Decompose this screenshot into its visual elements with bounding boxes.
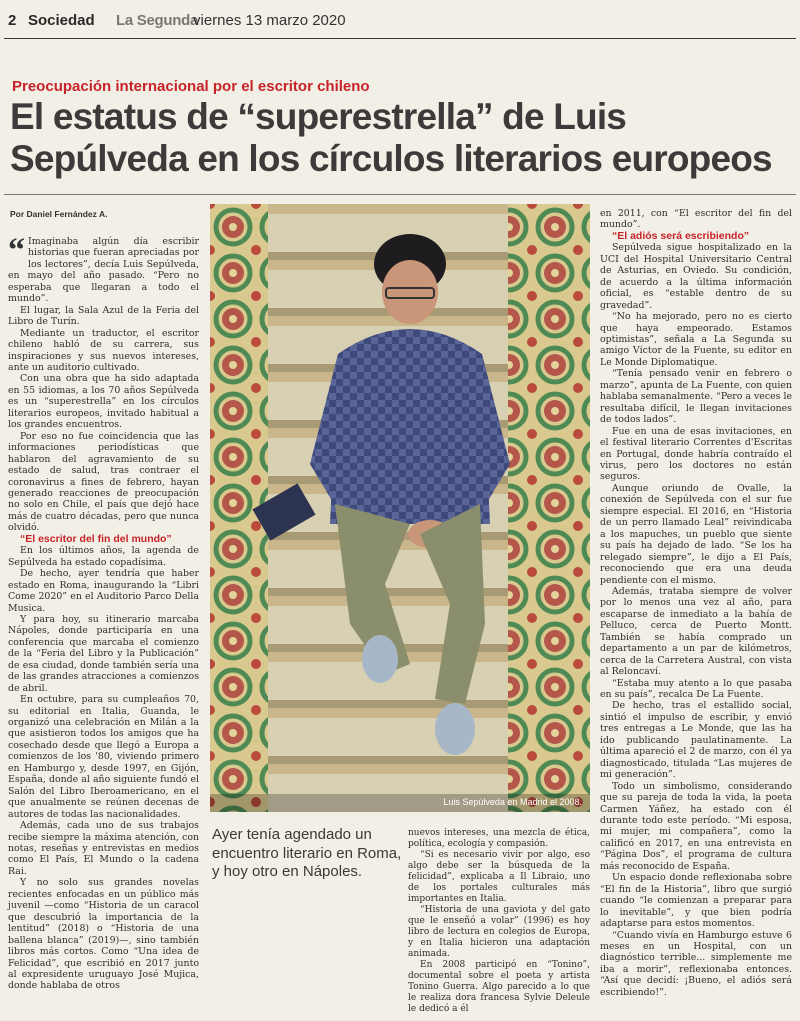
subheading: “El adiós será escribiendo” [612, 229, 750, 242]
section-name: Sociedad [28, 12, 95, 29]
pull-quote: Ayer tenía agendado un encuentro literario en Roma, y hoy otro en Nápoles. [212, 826, 402, 880]
paragraph: “Historia de una gaviota y del gato que le enseñó a volar” (1996) es hoy libro de lectura en colegios de Europa, y en Italia hicieron una adaptación animada. [408, 904, 590, 959]
headline-line-2: Sepúlveda en los círculos literarios europeos [10, 138, 772, 179]
paragraph: Y no solo sus grandes novelas recientes enfocadas en un público más juvenil —como “Historia de un caracol que descubrió la importancia de la lentitud” (2018) o “Historia de una ballena blanca” (2019)—, sino también libros más cortos. Como “Una idea de Felicidad”, que escribió en 2017 junto al expresidente uruguayo José Mujica, donde hablaba de otros [8, 877, 199, 992]
page-header [8, 12, 792, 40]
page-number: 2 [8, 12, 17, 29]
paragraph: En los últimos años, la agenda de Sepúlveda ha estado copadísima. [8, 545, 199, 568]
paragraph: El lugar, la Sala Azul de la Feria del Libro de Turín. [8, 304, 199, 328]
article-column-3 [408, 828, 590, 1015]
header-rule [4, 38, 796, 39]
issue-date: viernes 13 marzo 2020 [193, 12, 346, 29]
lead-text: Imaginaba algún día escribir historias que fueran apreciadas por los lectores”, decía Luis Sepúlveda, en mayo del año pasado. “Pero no esperaba que llegaran a todo el mundo”. [8, 236, 199, 305]
paragraph: Fue en una de esas invitaciones, en el festival literario Correntes d'Escritas en Portugal, donde habría contraído el virus, pero los doctores no están seguros. [600, 425, 792, 483]
paragraph: De hecho, ayer tendría que haber estado en Roma, inaugurando la “Libri Come 2020” en el Auditorio Parco Della Musica. [8, 568, 199, 614]
paragraph: De hecho, tras el estallido social, sintió el impulso de escribir, y envió tres entregas a Le Monde, que las ha ido publicando paulatinamente. La última apareció el 2 de marzo, con él ya diagnosticado, titulada “Las mujeres de mi generación”. [600, 700, 792, 781]
paragraph: “No ha mejorado, pero no es cierto que haya empeorado. Estamos optimistas”, señala a La Segunda su amigo Víctor de la Fuente, su editor en Le Monde Diplomatique. [600, 311, 792, 368]
paragraph: “Tenía pensado venir en febrero o marzo”, apunta de La Fuente, con quien hablaba semanalmente. “Pero a veces le resultaba difícil, le llegan invitaciones de todos lados”. [600, 368, 792, 426]
paragraph: Mediante un traductor, el escritor chileno habló de su carrera, sus inspiraciones y sus nuevos intereses, ante un auditorio cultivado. [8, 327, 199, 373]
article-column-1 [8, 232, 199, 992]
paragraph: nuevos intereses, una mezcla de ética, política, ecología y compasión. [408, 828, 590, 849]
paragraph: Por eso no fue coincidencia que las informaciones periodísticas que hablaron del agravamiento de su estado de salud, tras contraer el coronavirus a fines de febrero, hayan generado reacciones de preocupación no solo en Chile, el país que dejó hace más de cuatro décadas, pero que nunca olvidó. [8, 430, 199, 534]
subheading: “El escritor del fin del mundo” [20, 532, 172, 545]
lead-paragraph [8, 232, 199, 305]
byline: Por Daniel Fernández A. [10, 209, 108, 219]
photo-caption: Luis Sepúlveda en Madrid el 2008. [443, 797, 582, 807]
newspaper-name: La Segunda [116, 12, 199, 29]
article-headline [10, 96, 790, 180]
quote-mark-icon: “ [8, 232, 25, 269]
paragraph: “Si es necesario vivir por algo, eso algo debe ser la búsqueda de la felicidad”, explicaba a Il Libraio, uno de los portales culturales más importantes en Italia. [408, 849, 590, 904]
paragraph: Y para hoy, su itinerario marcaba Nápoles, donde participaría en una conferencia que marcaba el comienzo de la “Feria del Libro y la Publicación” de esa ciudad, donde también sería una de las grandes atracciones a comienzos de abril. [8, 613, 199, 694]
headline-line-1: El estatus de “superestrella” de Luis [10, 96, 627, 137]
paragraph: Sepúlveda sigue hospitalizado en la UCI del Hospital Universitario Central de Asturias, en Oviedo. Su condición, de acuerdo a la última información oficial, es “estable dentro de su gravedad”. [600, 242, 792, 311]
paragraph: “Cuando vivía en Hamburgo estuve 6 meses en un Hospital, con un diagnóstico terrible... simplemente me iba a morir”, reflexionaba entonces. “Así que decidí: ¡Bueno, el adiós será escribiendo!”. [600, 929, 792, 998]
article-kicker: Preocupación internacional por el escritor chileno [12, 78, 370, 95]
paragraph: “Estaba muy atento a lo que pasaba en su país”, recalca De La Fuente. [600, 677, 792, 701]
paragraph: en 2011, con “El escritor del fin del mundo”. [600, 208, 792, 231]
paragraph: En 2008 participó en “Tonino”, documental sobre el poeta y artista Tonino Guerra. Algo parecido a lo que le realiza dora francesa Sylvie Deleule le dedicó a él [408, 959, 590, 1014]
headline-rule [4, 194, 796, 195]
paragraph: Todo un simbolismo, considerando que su pareja de toda la vida, la poeta Carmen Yáñez, ha estado con él durante todo este período. “Mi esposa, mi mujer, mi compañera”, como la calificó en 2017, en una entrevista en “Página Dos”, el programa de cultura más reconocido de España. [600, 780, 792, 872]
paragraph: Además, trataba siempre de volver por lo menos una vez al año, para escaparse de inmediato a la bahía de Pelluco, cerca de Puerto Montt. También se había comprado un departamento a un par de kilómetros, cerca de la Carretera Austral, con vista al Reloncaví. [600, 585, 792, 678]
paragraph: En octubre, para su cumpleaños 70, su editorial en Italia, Guanda, le organizó una celebración en Milán a la que asistieron todos los amigos que ha cosechado desde que llegó a Europa a comienzos de los '80, viviendo primero en Hamburgo y, desde 1997, en Gijón, España, donde al año siguiente fundó el Salón del Libro Iberoamericano, en el que anualmente se reúnen decenas de autores de todas las nacionalidades. [8, 694, 199, 820]
article-column-4 [600, 208, 792, 998]
paragraph: Un espacio donde reflexionaba sobre “El fin de la Historia”, libro que surgió cuando “le comienzan a preparar para lo inevitable”, y que bien podría adaptarse para estos momentos. [600, 872, 792, 930]
paragraph: Con una obra que ha sido adaptada en 55 idiomas, a los 70 años Sepúlveda es un “superestrella” en los círculos literarios europeos, invitado habitual a los grandes encuentros. [8, 373, 199, 431]
paragraph: Además, cada uno de sus trabajos recibe siempre la máxima atención, con notas, reseñas y entrevistas en medios como El País, El Mundo o la cadena Rai. [8, 820, 199, 877]
author-photo [210, 204, 590, 812]
photo-illustration [210, 204, 590, 812]
paragraph: Aunque oriundo de Ovalle, la conexión de Sepúlveda con el sur fue siempre especial. El 2016, en “Historia de un perro llamado Leal” reivindicaba a los mapuches, un pueblo que siente su país ha dejado de lado. “Se los ha relegado siempre”, le dijo a El País, reconociendo que era una deuda pendiente con el mismo. [600, 482, 792, 586]
